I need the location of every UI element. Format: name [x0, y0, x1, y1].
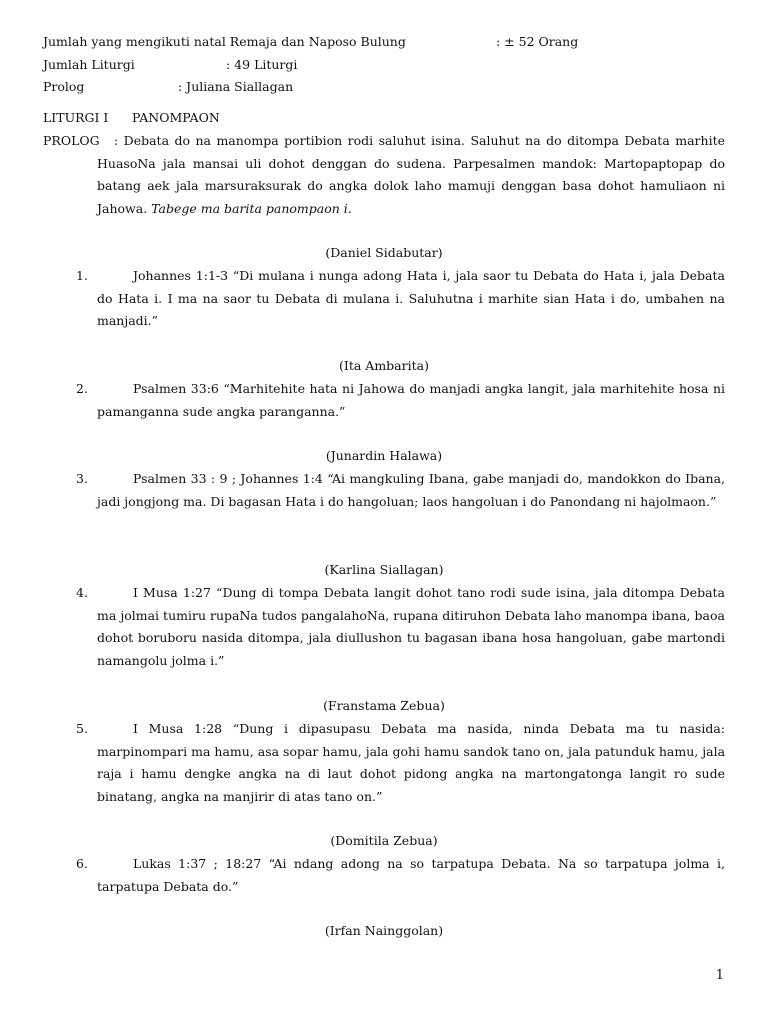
liturgy-count-value: : 49 Liturgi — [226, 57, 298, 72]
item-text-block-4 — [97, 582, 725, 672]
speaker-6: (Domitila Zebua) — [330, 833, 438, 848]
item-text-block-2 — [97, 378, 725, 423]
speaker-4: (Karlina Siallagan) — [324, 562, 444, 577]
prolog-reader-label: Prolog — [43, 79, 85, 94]
item-text-block-3 — [97, 468, 725, 513]
item-text-3: Psalmen 33 : 9 ; Johannes 1:4 “Ai mangkuling Ibana, gabe manjadi do, mandokkon do Ibana, jadi jongjong ma. Di bagasan Hata i do hangoluan; laos hangoluan i do Panondang ni hajolmaon.” — [97, 471, 725, 509]
item-number-1: 1. — [76, 268, 88, 283]
speaker-5: (Franstama Zebua) — [323, 698, 445, 713]
prolog-italic-text: Tabege ma barita panompaon i. — [151, 200, 352, 216]
participants-row — [43, 34, 406, 49]
next-speaker: (Irfan Nainggolan) — [324, 923, 444, 938]
prolog-reader-value: : Juliana Siallagan — [178, 79, 294, 94]
item-number-6: 6. — [76, 856, 88, 871]
item-text-block-1 — [97, 265, 725, 333]
speaker-2: (Ita Ambarita) — [339, 358, 429, 373]
item-number-3: 3. — [76, 471, 88, 486]
liturgy-count-label: Jumlah Liturgi — [43, 57, 135, 72]
prolog-text-block — [97, 130, 725, 220]
item-text-4: I Musa 1:27 “Dung di tompa Debata langit dohot tano rodi sude isina, jala ditompa Debata ma jolmai tumiru rupaNa tudos pangalahoNa, rupana ditiruhon Debata laho manompa ibana, baoa dohot boruboru nasida ditompa, jala diullushon tu bagasan ibana hosa hangoluan, gabe martondi namangolu jolma i.” — [97, 585, 725, 668]
prolog-label: PROLOG — [43, 133, 100, 148]
speaker-3: (Junardin Halawa) — [325, 448, 443, 463]
item-text-5: I Musa 1:28 “Dung i dipasupasu Debata ma nasida, ninda Debata ma tu nasida: marpinompari ma hamu, asa sopar hamu, jala gohi hamu sandok tano on, jala patunduk hamu, jala raja i hamu dengke angka na di laut dohot pidong angka na martongatonga langit ro sude binatang, angka na manjirir di atas tano on.” — [97, 721, 726, 804]
liturgy-count-row — [43, 57, 135, 72]
item-text-6: Lukas 1:37 ; 18:27 “Ai ndang adong na so tarpatupa Debata. Na so tarpatupa jolma i, tarpatupa Debata do.” — [97, 856, 725, 894]
item-number-2: 2. — [76, 381, 88, 396]
prolog-reader-row — [43, 79, 84, 94]
liturgy-title: PANOMPAON — [132, 110, 220, 125]
participants-label: Jumlah yang mengikuti natal Remaja dan Naposo Bulung — [43, 34, 406, 49]
prolog-text: : Debata do na manompa portibion rodi saluhut isina. Saluhut na do ditompa Debata marhite HuasoNa jala mansai uli dohot denggan do sudena. Parpesalmen mandok: Martopaptopap do batang aek jala marsuraksurak do angka dolok laho mamuji denggan basa dohot hamuliaon ni Jahowa. — [97, 133, 725, 216]
item-text-2: Psalmen 33:6 “Marhitehite hata ni Jahowa do manjadi angka langit, jala marhitehite hosa ni pamanganna sude angka paranganna.” — [97, 381, 725, 419]
item-text-block-5 — [97, 718, 725, 808]
participants-value: : ± 52 Orang — [496, 34, 579, 49]
speaker-1: (Daniel Sidabutar) — [325, 245, 443, 260]
liturgy-heading — [43, 110, 108, 125]
liturgy-number: LITURGI I — [43, 110, 109, 125]
item-text-block-6 — [97, 853, 725, 898]
item-text-1: Johannes 1:1-3 “Di mulana i nunga adong Hata i, jala saor tu Debata do Hata i, jala Debata do Hata i. I ma na saor tu Debata di mulana i. Saluhutna i marhite sian Hata i do, umbahen na manjadi.” — [97, 268, 725, 328]
page-number: 1 — [715, 968, 724, 983]
item-number-4: 4. — [76, 585, 88, 600]
item-number-5: 5. — [76, 721, 88, 736]
